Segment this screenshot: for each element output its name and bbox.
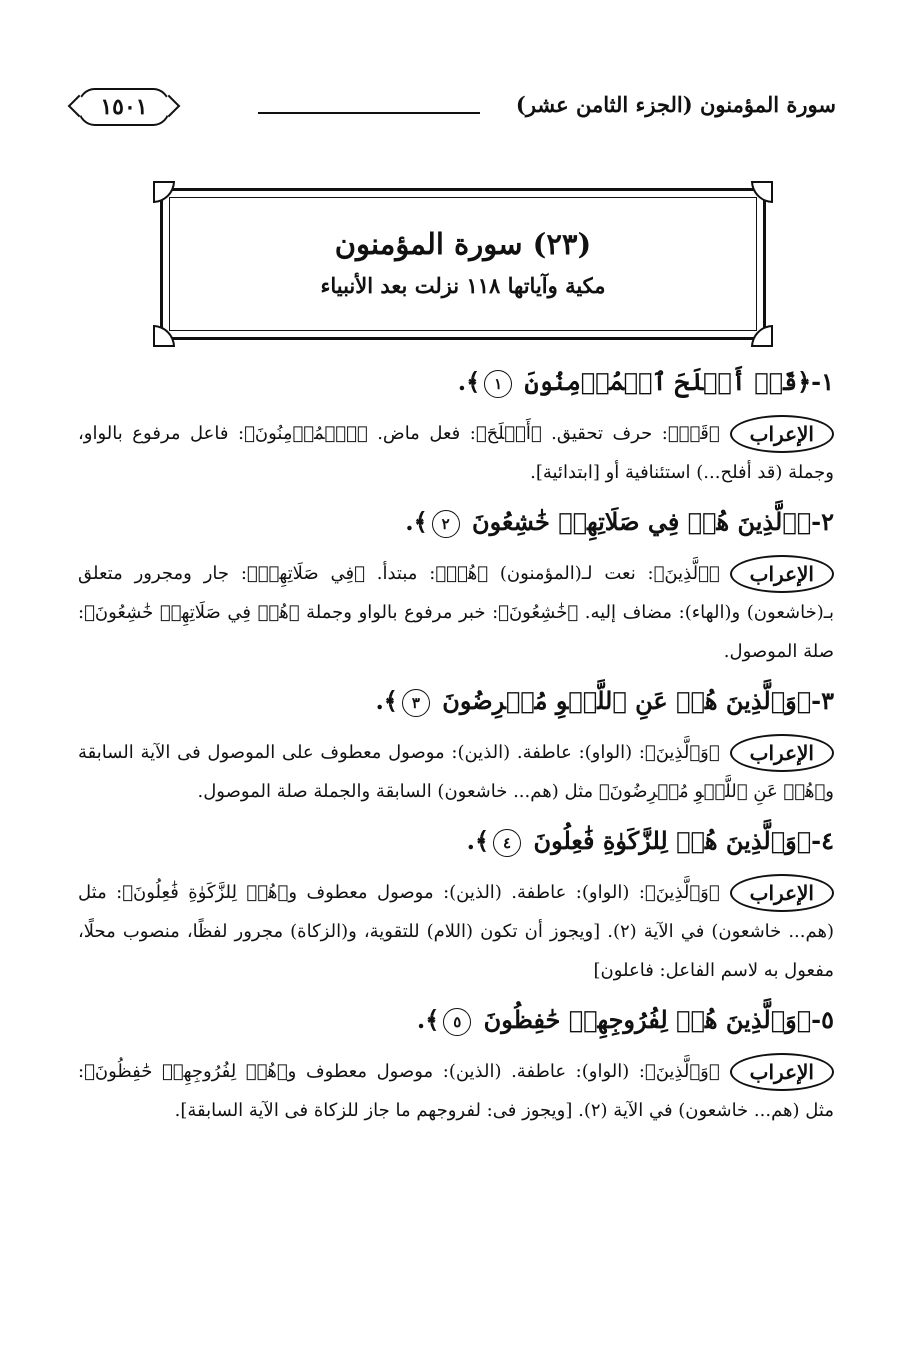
ayah-number-icon: ٣ (402, 689, 430, 717)
verse-4 (78, 819, 834, 863)
ayah-number-icon: ٤ (493, 829, 521, 857)
surah-title: (٢٣) سورة المؤمنون (334, 227, 592, 261)
irab-label: الإعراب (730, 555, 834, 593)
irab-text: ﴿وَٱلَّذِينَ﴾: (الواو): عاطفة. (الذين): موصول معطوف على الموصول فى الآية السابقة و﴿هُمۡ عَنِ ٱللَّغۡوِ مُعۡرِضُونَ﴾ مثل (هم... خاشعون) السابقة والجملة صلة الموصول. (78, 742, 834, 802)
frame-inner-border (169, 197, 757, 331)
verse-suffix: ﴾. (416, 1005, 440, 1034)
verse-2 (78, 500, 834, 544)
irab-label: الإعراب (730, 874, 834, 912)
ayah-number-icon: ٥ (443, 1008, 471, 1036)
verse-5 (78, 998, 834, 1042)
verse-prefix: ٢-﴿ (796, 507, 834, 536)
irab-label: الإعراب (730, 734, 834, 772)
running-title: سورة المؤمنون (الجزء الثامن عشر) (515, 92, 836, 117)
irab-paragraph-4 (78, 873, 834, 990)
header-rule (258, 112, 480, 114)
verse-suffix: ﴾. (457, 367, 481, 396)
verse-suffix: ﴾. (375, 686, 398, 715)
main-content (78, 352, 834, 1132)
irab-paragraph-1 (78, 414, 834, 492)
verse-prefix: ٤-﴿ (796, 826, 834, 855)
verse-1 (78, 360, 834, 404)
verse-text: وَٱلَّذِينَ هُمۡ عَنِ ٱللَّغۡوِ مُعۡرِضُونَ (442, 686, 797, 715)
irab-text: ﴿وَٱلَّذِينَ﴾: (الواو): عاطفة. (الذين): موصول معطوف و﴿هُمۡ لِفُرُوجِهِمۡ حَٰفِظُونَ﴾: مثل (هم... خاشعون) في الآية (٢). [ويجوز فى: لفروجهم ما جاز للزكاة فى الآية السابقة]. (78, 1061, 834, 1121)
page-number: ١٥٠١ (78, 88, 170, 126)
verse-prefix: ١-﴿ (797, 367, 834, 396)
verse-prefix: ٣-﴿ (796, 686, 834, 715)
verse-suffix: ﴾. (405, 507, 428, 536)
irab-text: ﴿ٱلَّذِينَ﴾: نعت لـ(المؤمنون) ﴿هُمۡ﴾: مبتدأ. ﴿فِي صَلَاتِهِمۡ﴾: جار ومجرور متعلق بـ(خاشعون) و(الهاء): مضاف إليه. ﴿خَٰشِعُونَ﴾: خبر مرفوع بالواو وجملة ﴿هُمۡ فِي صَلَاتِهِمۡ خَٰشِعُونَ﴾: صلة الموصول. (78, 563, 834, 662)
page-header (78, 88, 836, 128)
verse-text: ٱلَّذِينَ هُمۡ فِي صَلَاتِهِمۡ خَٰشِعُونَ (472, 507, 797, 536)
ayah-number-icon: ٢ (432, 510, 460, 538)
irab-text: ﴿قَدۡ﴾: حرف تحقيق. ﴿أَفۡلَحَ﴾: فعل ماض. ﴿ٱلۡمُؤۡمِنُونَ﴾: فاعل مرفوع بالواو، وجملة (قد أفلح...) استئنافية أو [ابتدائية]. (78, 423, 834, 483)
irab-paragraph-3 (78, 733, 834, 811)
verse-prefix: ٥-﴿ (796, 1005, 834, 1034)
verse-text: وَٱلَّذِينَ هُمۡ لِلزَّكَوٰةِ فَٰعِلُونَ (533, 826, 797, 855)
verse-suffix: ﴾. (466, 826, 490, 855)
irab-paragraph-5 (78, 1052, 834, 1130)
verse-text: قَدۡ أَفۡلَحَ ٱلۡمُؤۡمِنُونَ (524, 367, 798, 396)
surah-subtitle: مكية وآياتها ١١٨ نزلت بعد الأنبياء (320, 273, 606, 298)
irab-label: الإعراب (730, 1053, 834, 1091)
verse-3 (78, 679, 834, 723)
ayah-number-icon: ١ (484, 370, 512, 398)
irab-text: ﴿وَٱلَّذِينَ﴾: (الواو): عاطفة. (الذين): موصول معطوف و﴿هُمۡ لِلزَّكَوٰةِ فَٰعِلُونَ﴾: مثل (هم... خاشعون) في الآية (٢). [ويجوز أن تكون (اللام) للتقوية، و(الزكاة) مجرور لفظًا، منصوب محلًا، مفعول به لاسم الفاعل: فاعلون] (78, 882, 834, 981)
irab-paragraph-2 (78, 554, 834, 671)
surah-title-frame (160, 188, 766, 340)
irab-label: الإعراب (730, 415, 834, 453)
verse-text: وَٱلَّذِينَ هُمۡ لِفُرُوجِهِمۡ حَٰفِظُونَ (483, 1005, 797, 1034)
